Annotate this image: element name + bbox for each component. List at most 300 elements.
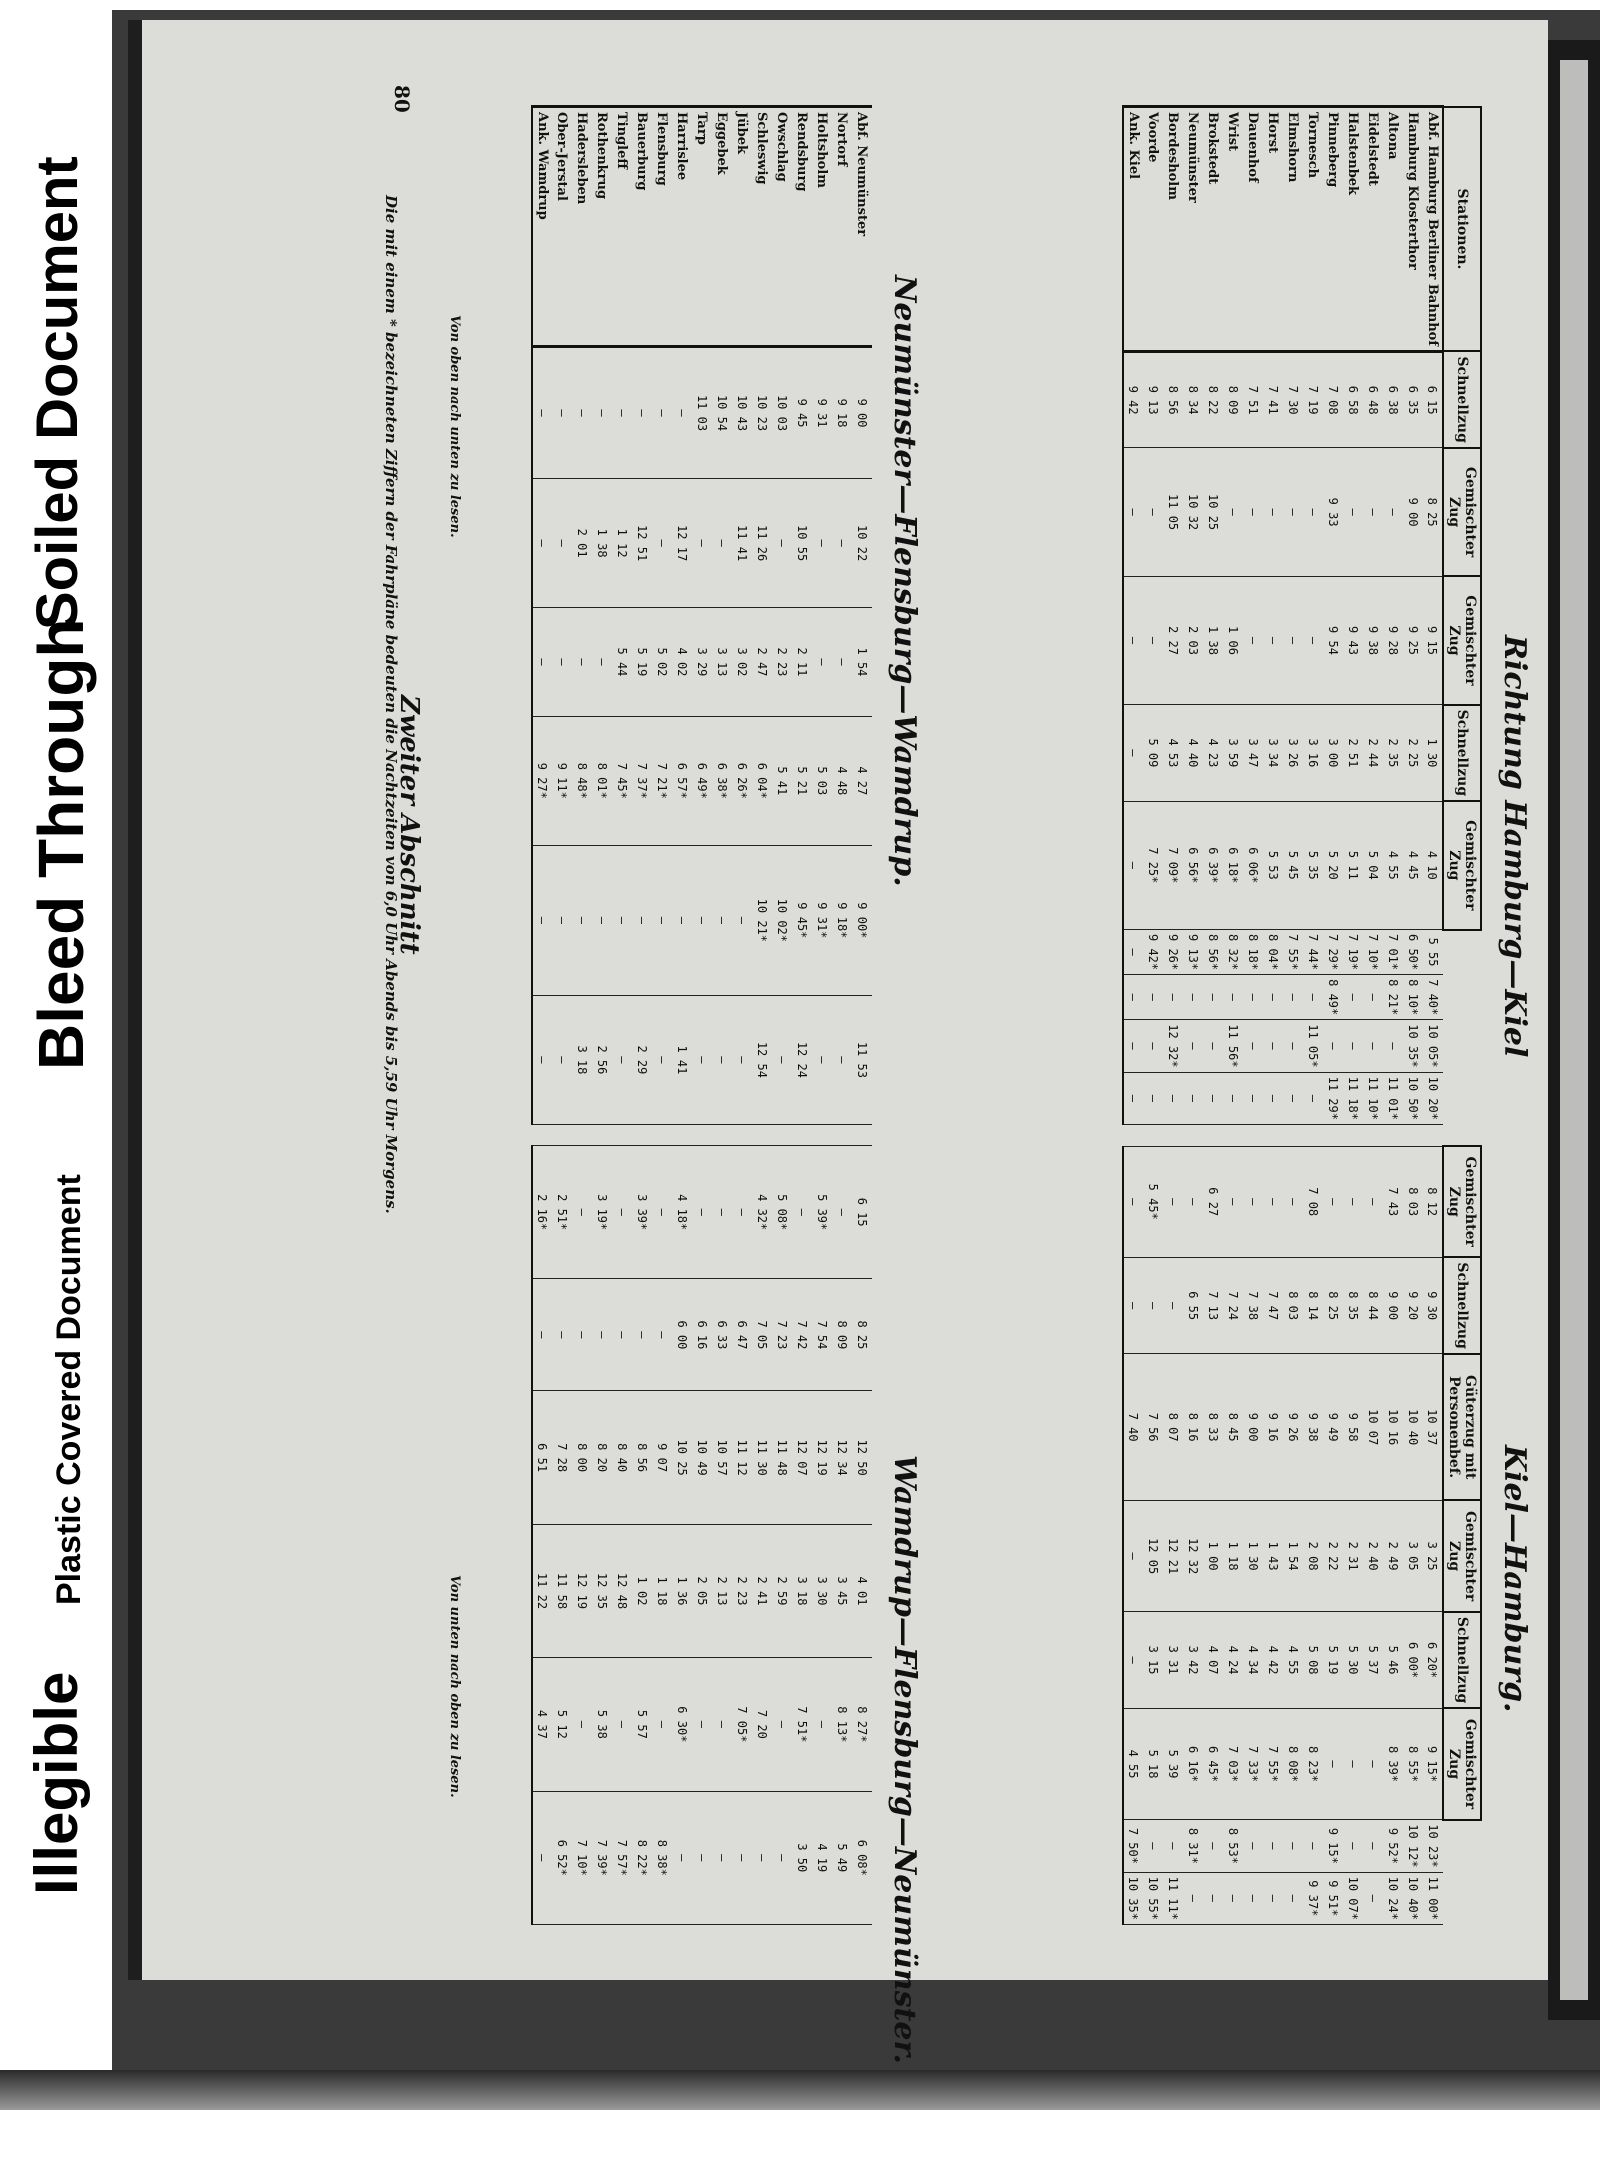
time-cell: — <box>1303 448 1323 576</box>
illegible-label: Illegible <box>23 1671 90 1895</box>
time-cell: 8 32* <box>1223 930 1243 975</box>
table-row <box>732 1146 752 1925</box>
time-cell: — <box>812 608 832 717</box>
station-name: Jübek <box>732 107 752 347</box>
station-name: Rendsburg <box>792 107 812 347</box>
time-cell: — <box>1363 975 1383 1020</box>
time-cell: 1 00 <box>1203 1500 1223 1611</box>
time-cell: — <box>572 608 592 717</box>
time-cell: — <box>592 347 612 479</box>
rotated-content <box>362 75 1542 2064</box>
time-cell: 10 32 <box>1183 448 1203 576</box>
time-cell: 9 13 <box>1143 351 1163 447</box>
time-cell: — <box>1143 1020 1163 1072</box>
table-row <box>1183 107 1203 1125</box>
time-cell: 9 42* <box>1143 930 1163 975</box>
time-cell: 6 06* <box>1243 801 1263 929</box>
time-cell: — <box>612 995 632 1124</box>
time-cell: — <box>1343 1020 1363 1072</box>
time-cell: — <box>1323 1020 1343 1072</box>
time-cell: 4 18* <box>672 1146 692 1279</box>
time-cell: 11 53 <box>852 995 872 1124</box>
time-cell: 6 38* <box>712 716 732 845</box>
time-cell: — <box>1363 1820 1383 1872</box>
train-header: Gemischter Zug <box>1443 1708 1481 1819</box>
time-cell: 10 35* <box>1123 1872 1143 1924</box>
time-cell: 11 18* <box>1343 1072 1363 1124</box>
time-cell: 12 19 <box>812 1391 832 1524</box>
table-row <box>772 1146 792 1925</box>
time-cell: — <box>652 347 672 479</box>
table-row <box>712 107 732 1125</box>
time-cell: 5 53 <box>1263 801 1283 929</box>
time-cell: 9 07 <box>652 1391 672 1524</box>
time-cell: 2 11 <box>792 608 812 717</box>
time-cell: — <box>1123 1257 1143 1353</box>
time-cell: 11 48 <box>772 1391 792 1524</box>
time-cell: 9 54 <box>1323 576 1343 704</box>
time-cell: 7 23 <box>772 1279 792 1391</box>
time-cell: 2 51 <box>1343 705 1363 801</box>
time-cell: — <box>672 347 692 479</box>
time-cell: 6 51 <box>532 1391 552 1524</box>
time-cell: 6 45* <box>1203 1708 1223 1819</box>
time-cell: 5 30 <box>1343 1612 1363 1708</box>
time-cell: 9 00 <box>1383 1257 1403 1353</box>
time-cell: — <box>1243 1820 1263 1872</box>
time-cell: 8 03 <box>1283 1257 1303 1353</box>
table-row <box>1343 107 1363 1125</box>
table-row <box>1283 107 1303 1125</box>
table-row <box>1403 107 1423 1125</box>
time-cell: 11 01* <box>1383 1072 1403 1124</box>
time-cell: 6 47 <box>732 1279 752 1391</box>
time-cell: 7 54 <box>812 1279 832 1391</box>
table-row <box>612 107 632 1125</box>
time-cell: 4 10 <box>1423 801 1443 929</box>
table-row <box>852 1146 872 1925</box>
station-name: Hadersleben <box>572 107 592 347</box>
station-name: Hamburg Klosterthor <box>1403 107 1423 352</box>
time-cell: 7 05* <box>732 1658 752 1791</box>
time-cell: — <box>812 1658 832 1791</box>
time-cell: — <box>1203 1872 1223 1924</box>
time-cell: 1 41 <box>672 995 692 1124</box>
time-cell: 6 20* <box>1423 1612 1443 1708</box>
time-cell: — <box>612 845 632 995</box>
time-cell: — <box>1283 448 1303 576</box>
time-cell: 9 49 <box>1323 1354 1343 1501</box>
time-cell: 8 21* <box>1383 975 1403 1020</box>
time-cell: — <box>592 845 612 995</box>
time-cell: — <box>1383 448 1403 576</box>
time-cell: 8 01* <box>592 716 612 845</box>
station-name: Tarp <box>692 107 712 347</box>
time-cell: 10 24* <box>1383 1872 1403 1924</box>
time-cell: — <box>1203 1020 1223 1072</box>
time-cell: — <box>812 995 832 1124</box>
table-row <box>1223 107 1243 1125</box>
time-cell: 7 08 <box>1323 351 1343 447</box>
station-name: Bordesholm <box>1163 107 1183 352</box>
time-cell: 7 09* <box>1163 801 1183 929</box>
time-cell: 11 22 <box>532 1524 552 1657</box>
time-cell: — <box>732 845 752 995</box>
time-cell: 8 56 <box>632 1391 652 1524</box>
time-cell: 3 00 <box>1323 705 1343 801</box>
time-cell: 7 55* <box>1263 1708 1283 1819</box>
table-row <box>832 107 852 1125</box>
time-cell: 5 19 <box>632 608 652 717</box>
time-cell: 7 44* <box>1303 930 1323 975</box>
time-cell: 7 55* <box>1283 930 1303 975</box>
time-cell: 7 19* <box>1343 930 1363 975</box>
time-cell: — <box>1123 801 1143 929</box>
time-cell: — <box>1123 930 1143 975</box>
time-cell: — <box>732 1791 752 1924</box>
time-cell: — <box>1343 1820 1363 1872</box>
time-cell: — <box>1183 1146 1203 1257</box>
table-title-kiel-hamburg: Kiel—Hamburg. <box>1497 1445 1532 1713</box>
time-cell: 12 07 <box>792 1391 812 1524</box>
table-row <box>1143 107 1163 1125</box>
time-cell: 10 03 <box>772 347 792 479</box>
time-cell: 7 40* <box>1423 975 1443 1020</box>
time-cell: 9 27* <box>532 716 552 845</box>
time-cell: 8 13* <box>832 1658 852 1791</box>
time-cell: 3 25 <box>1423 1500 1443 1611</box>
time-cell: — <box>1323 1146 1343 1257</box>
time-cell: — <box>1263 975 1283 1020</box>
time-cell: 10 21* <box>752 845 772 995</box>
time-cell: 5 19 <box>1323 1612 1343 1708</box>
time-cell: 10 40 <box>1403 1354 1423 1501</box>
time-cell: — <box>1243 1020 1263 1072</box>
time-cell: 8 56* <box>1203 930 1223 975</box>
time-cell: 9 51* <box>1323 1872 1343 1924</box>
time-cell: — <box>592 1279 612 1391</box>
time-cell: 8 31* <box>1183 1820 1203 1872</box>
table-row <box>1403 1146 1423 1925</box>
time-cell: 12 35 <box>592 1524 612 1657</box>
time-cell: 3 13 <box>712 608 732 717</box>
time-cell: 11 30 <box>752 1391 772 1524</box>
time-cell: 6 30* <box>672 1658 692 1791</box>
time-cell: 4 34 <box>1243 1612 1263 1708</box>
time-cell: 7 10* <box>1363 930 1383 975</box>
time-cell: 9 28 <box>1383 576 1403 704</box>
time-cell: 12 50 <box>852 1391 872 1524</box>
time-cell: 9 00* <box>852 845 872 995</box>
table-row <box>1363 107 1383 1125</box>
table-row <box>652 107 672 1125</box>
time-cell: — <box>1263 448 1283 576</box>
time-cell: — <box>732 995 752 1124</box>
time-cell: 9 52* <box>1383 1820 1403 1872</box>
time-cell: — <box>652 845 672 995</box>
time-cell: 8 23* <box>1303 1708 1323 1819</box>
time-cell: 6 49* <box>692 716 712 845</box>
time-cell: 10 07* <box>1343 1872 1363 1924</box>
time-cell: — <box>772 479 792 608</box>
table-row <box>712 1146 732 1925</box>
time-cell: 8 09 <box>1223 351 1243 447</box>
time-cell: 5 35 <box>1303 801 1323 929</box>
time-cell: — <box>1223 1146 1243 1257</box>
table-row <box>832 1146 852 1925</box>
time-cell: 8 44 <box>1363 1257 1383 1353</box>
time-cell: 8 18* <box>1243 930 1263 975</box>
time-cell: — <box>1263 1072 1283 1124</box>
time-cell: — <box>1283 1020 1303 1072</box>
table-row <box>1123 107 1143 1125</box>
station-name: Dauenhof <box>1243 107 1263 352</box>
time-cell: 2 47 <box>752 608 772 717</box>
time-cell: — <box>832 995 852 1124</box>
time-cell: 9 15* <box>1423 1708 1443 1819</box>
time-cell: 5 37 <box>1363 1612 1383 1708</box>
time-cell: — <box>1243 975 1263 1020</box>
time-cell: 12 54 <box>752 995 772 1124</box>
time-cell: — <box>692 845 712 995</box>
table-row <box>552 1146 572 1925</box>
time-cell: 2 03 <box>1183 576 1203 704</box>
time-cell: — <box>572 347 592 479</box>
page-gutter-edge <box>1560 60 1588 2000</box>
time-cell: 5 39* <box>812 1146 832 1279</box>
time-cell: 8 09 <box>832 1279 852 1391</box>
time-cell: 4 01 <box>852 1524 872 1657</box>
time-cell: — <box>532 608 552 717</box>
time-cell: 8 33 <box>1203 1354 1223 1501</box>
time-cell: — <box>1343 448 1363 576</box>
table-row <box>672 107 692 1125</box>
time-cell: 2 08 <box>1303 1500 1323 1611</box>
time-cell: — <box>1383 1020 1403 1072</box>
station-name: Halstenbek <box>1343 107 1363 352</box>
time-cell: 9 42 <box>1123 351 1143 447</box>
time-cell: 4 55 <box>1283 1612 1303 1708</box>
time-cell: 5 08 <box>1303 1612 1323 1708</box>
time-cell: — <box>612 1279 632 1391</box>
time-cell: — <box>1283 1072 1303 1124</box>
time-cell: 1 38 <box>592 479 612 608</box>
time-cell: 7 01* <box>1383 930 1403 975</box>
time-cell: 2 23 <box>732 1524 752 1657</box>
time-cell: 8 27* <box>852 1658 872 1791</box>
time-cell: 9 00 <box>1243 1354 1263 1501</box>
time-cell: 2 56 <box>592 995 612 1124</box>
time-cell: 3 31 <box>1163 1612 1183 1708</box>
timetable-hamburg-kiel <box>1122 105 1482 1125</box>
time-cell: 5 20 <box>1323 801 1343 929</box>
time-cell: 5 44 <box>612 608 632 717</box>
time-cell: — <box>1363 448 1383 576</box>
time-cell: — <box>1303 975 1323 1020</box>
table-row <box>852 107 872 1125</box>
edge-strip <box>0 0 110 2177</box>
time-cell: 4 19 <box>812 1791 832 1924</box>
timetable-kiel-hamburg <box>1122 1145 1482 1925</box>
station-name: Brokstedt <box>1203 107 1223 352</box>
table-row <box>1263 107 1283 1125</box>
table-row <box>1303 107 1323 1125</box>
time-cell: 1 12 <box>612 479 632 608</box>
time-cell: 7 33* <box>1243 1708 1263 1819</box>
time-cell: 11 03 <box>692 347 712 479</box>
time-cell: 9 11* <box>552 716 572 845</box>
time-cell: 12 48 <box>612 1524 632 1657</box>
time-cell: 10 23* <box>1423 1820 1443 1872</box>
table-row <box>612 1146 632 1925</box>
time-cell: 9 20 <box>1403 1257 1423 1353</box>
time-cell: 9 16 <box>1263 1354 1283 1501</box>
table-title-wamdrup-neumuenster: Wamdrup—Flensburg—Neumünster. <box>887 1455 922 2064</box>
station-name: Ober-Jerstal <box>552 107 572 347</box>
time-cell: — <box>1163 1820 1183 1872</box>
time-cell: — <box>1303 1072 1323 1124</box>
table-row <box>692 1146 712 1925</box>
table-row <box>752 107 772 1125</box>
time-cell: 10 25 <box>1203 448 1223 576</box>
time-cell: 8 40 <box>612 1391 632 1524</box>
time-cell: 6 57* <box>672 716 692 845</box>
time-cell: 7 57* <box>612 1791 632 1924</box>
time-cell: 8 55* <box>1403 1708 1423 1819</box>
time-cell: — <box>712 845 732 995</box>
station-name: Owschlag <box>772 107 792 347</box>
time-cell: 7 05 <box>752 1279 772 1391</box>
table-row <box>1323 107 1343 1125</box>
time-cell: — <box>1163 975 1183 1020</box>
time-cell: — <box>1143 448 1163 576</box>
time-cell: 8 25 <box>1423 448 1443 576</box>
time-cell: 7 41 <box>1263 351 1283 447</box>
time-cell: — <box>1263 1020 1283 1072</box>
bleed-through-label: Bleed Through <box>25 618 97 1070</box>
time-cell: 4 53 <box>1163 705 1183 801</box>
station-name: Nortorf <box>832 107 852 347</box>
time-cell: 1 54 <box>1283 1500 1303 1611</box>
time-cell: — <box>1203 1072 1223 1124</box>
table-row <box>692 107 712 1125</box>
time-cell: 9 45 <box>792 347 812 479</box>
time-cell: 7 38 <box>1243 1257 1263 1353</box>
time-cell: — <box>652 1658 672 1791</box>
time-cell: — <box>712 1146 732 1279</box>
time-cell: 9 30 <box>1423 1257 1443 1353</box>
train-header: Gemischter Zug <box>1443 801 1481 929</box>
time-cell: — <box>552 845 572 995</box>
timetable-wamdrup-neumuenster <box>531 1145 872 1925</box>
time-cell: 2 59 <box>772 1524 792 1657</box>
time-cell: 9 15* <box>1323 1820 1343 1872</box>
time-cell: 7 28 <box>552 1391 572 1524</box>
time-cell: 7 03* <box>1223 1708 1243 1819</box>
table-row <box>1203 107 1223 1125</box>
soiled-document-label: Soiled Document <box>25 156 90 630</box>
time-cell: 6 58 <box>1343 351 1363 447</box>
time-cell: 9 31 <box>812 347 832 479</box>
time-cell: 5 41 <box>772 716 792 845</box>
time-cell: — <box>772 1658 792 1791</box>
time-cell: 11 00* <box>1423 1872 1443 1924</box>
table-row <box>812 1146 832 1925</box>
time-cell: 2 31 <box>1343 1500 1363 1611</box>
time-cell: — <box>672 845 692 995</box>
station-name: Ank. Wamdrup <box>532 107 552 347</box>
train-header: Güterzug mit Personenbef. <box>1443 1354 1481 1501</box>
station-name: Elmshorn <box>1283 107 1303 352</box>
time-cell: 10 40* <box>1403 1872 1423 1924</box>
time-cell: — <box>1243 576 1263 704</box>
time-cell: 7 40 <box>1123 1354 1143 1501</box>
time-cell: — <box>532 1279 552 1391</box>
time-cell: 6 26* <box>732 716 752 845</box>
time-cell: — <box>832 479 852 608</box>
time-cell: — <box>1323 1708 1343 1819</box>
time-cell: 6 52* <box>552 1791 572 1924</box>
time-cell: — <box>572 1279 592 1391</box>
train-header: Gemischter Zug <box>1443 576 1481 704</box>
time-cell: — <box>1243 1072 1263 1124</box>
time-cell: 6 33 <box>712 1279 732 1391</box>
time-cell: — <box>712 1791 732 1924</box>
time-cell: 8 16 <box>1183 1354 1203 1501</box>
time-cell: — <box>1143 1072 1163 1124</box>
section-title: Zweiter Abschnitt <box>394 695 424 955</box>
time-cell: — <box>1163 1072 1183 1124</box>
time-cell: 6 50* <box>1403 930 1423 975</box>
time-cell: 3 18 <box>792 1524 812 1657</box>
time-cell: 4 55 <box>1383 801 1403 929</box>
time-cell: — <box>1143 1820 1163 1872</box>
table-row <box>1123 1146 1143 1925</box>
time-cell: 3 02 <box>732 608 752 717</box>
time-cell: — <box>1283 1820 1303 1872</box>
station-name: Wrist <box>1223 107 1243 352</box>
time-cell: 3 15 <box>1143 1612 1163 1708</box>
time-cell: 7 39* <box>592 1791 612 1924</box>
time-cell: — <box>532 479 552 608</box>
time-cell: 10 07 <box>1363 1354 1383 1501</box>
time-cell: — <box>1343 1708 1363 1819</box>
time-cell: 3 18 <box>572 995 592 1124</box>
table-row <box>1323 1146 1343 1925</box>
time-cell: 3 26 <box>1283 705 1303 801</box>
time-cell: — <box>572 1146 592 1279</box>
table-row <box>672 1146 692 1925</box>
time-cell: — <box>532 845 552 995</box>
time-cell: 3 34 <box>1263 705 1283 801</box>
timetable-neumuenster-wamdrup <box>531 105 872 1125</box>
time-cell: 11 29* <box>1323 1072 1343 1124</box>
station-name: Tornesch <box>1303 107 1323 352</box>
time-cell: 10 50* <box>1403 1072 1423 1124</box>
time-cell: 6 39* <box>1203 801 1223 929</box>
time-cell: — <box>1223 975 1243 1020</box>
time-cell: 1 18 <box>652 1524 672 1657</box>
bottom-shadow <box>0 2070 1600 2110</box>
station-name: Holtsholm <box>812 107 832 347</box>
time-cell: 1 43 <box>1263 1500 1283 1611</box>
time-cell: 6 38 <box>1383 351 1403 447</box>
time-cell: 1 18 <box>1223 1500 1243 1611</box>
time-cell: — <box>1363 1872 1383 1924</box>
time-cell: — <box>1123 1612 1143 1708</box>
time-cell: 6 55 <box>1183 1257 1203 1353</box>
time-cell: — <box>752 1791 772 1924</box>
